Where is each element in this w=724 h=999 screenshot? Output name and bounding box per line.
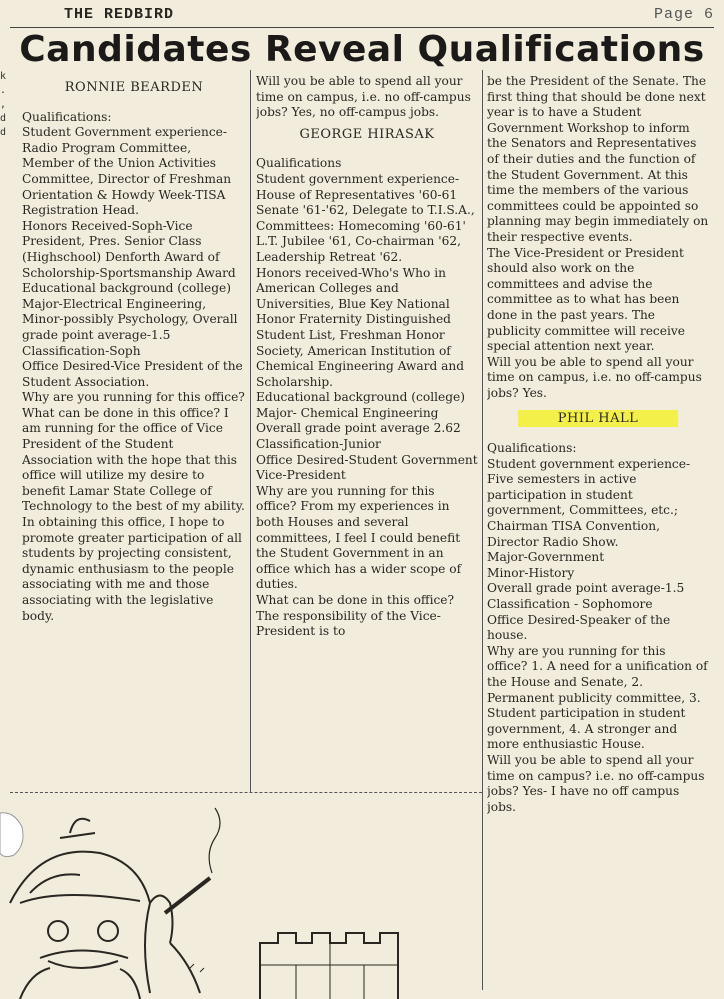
column-hirasak (256, 74, 478, 786)
masthead-rule (10, 27, 714, 28)
adjacent-page-text: k . , d d (0, 71, 7, 138)
headline: Candidates Reveal Qualifications (19, 29, 705, 70)
candidate-name: GEORGE HIRASAK (299, 126, 435, 142)
masthead-title: THE REDBIRD (64, 6, 175, 23)
page-number: Page 6 (653, 6, 714, 23)
continued-text: be the President of the Senate. The first thing that should be done next year is to have a Student Government Workshop to inform the Senators and Representatives of their duties and the function of the Student Government. At this time the members of the various committees could be appointed so planning may begin immediately on their respective events. The Vice-President or President should also work on the committees and advise the committee as to what has been done in the past years. The publicity committee will receive special attention next year. Will you be able to spend all your time on campus, i.e. no off-campus jobs? Yes. (487, 74, 709, 400)
candidate-name: RONNIE BEARDEN (64, 80, 204, 95)
continued-text: Will you be able to spend all your time on campus, i.e. no off-campus jobs? Yes, no off-campus jobs. (256, 74, 471, 120)
column-hall (487, 74, 709, 994)
column-bearden (22, 74, 246, 786)
candidate-text: Qualifications Student government experience- House of Representatives '60-61 Senate '61-'62, Delegate to T.I.S.A., Committees: Homecoming '60-61' L.T. Jubilee '61, Co-chairman '62, Leadership Retreat '62. Honors received-Who's Who in American Colleges and Universities, Blue Key National Honor Fraternity Distinguished Student List, Freshman Honor Society, American Institution of Chemical Engineering Award and Scholarship. Educational background (college) Major- Chemical Engineering Overall grade point average 2.62 Classification-Junior Office Desired-Student Government Vice-President Why are you running for this office? From my experiences in both Houses and several committees, I feel I could benefit the Student Government in an office which has a wider scope of duties. What can be done in this office? The responsibility of the Vice-President is to (256, 156, 478, 639)
masthead (64, 6, 714, 28)
adjacent-page-fragment (0, 70, 12, 140)
column-divider (250, 70, 251, 792)
candidate-name-highlight (487, 411, 709, 427)
candidate-text: Qualifications: Student government experience-Five semesters in active participation in student government, Committees, etc.; Chairman TISA Convention, Director Radio Show. Major-Government Minor-History Overall grade point average-1.5 Classification - Sophomore Office Desired-Speaker of the house. Why are you running for this office? 1. A need for a unification of the House and Senate, 2. Permanent publicity committee, 3. Student participation in student government, 4. A stronger and more enthusiastic House. Will you be able to spend all your time on campus? i.e. no off-campus jobs? Yes- I have no off campus jobs. (487, 441, 708, 814)
column-divider (482, 70, 483, 990)
candidate-text: Qualifications: Student Government experience-Radio Program Committee, Member of the Union Activities Committee, Director of Freshman Orientation & Howdy Week-TISA Registration Head. Honors Received-Soph-Vice President, Pres. Senior Class (Highschool) Denforth Award of Scholorship-Sportsmanship Award Educational background (college) Major-Electrical Engineering, Minor-possibly Psychology, Overall grade point average-1.5 Classification-Soph Office Desired-Vice President of the Student Association. Why are you running for this office? What can be done in this office? I am running for the office of Vice President of the Student Association with the hope that this office will utilize my desire to benefit Lamar State College of Technology to the best of my ability. In obtaining this office, I hope to promote greater participation of all students by projecting consistent, dynamic enthusiasm to the people associating with me and those associating with the legislative body. (22, 109, 245, 623)
candidate-name: PHIL HALL (518, 410, 678, 427)
cartoon-illustration (0, 793, 482, 999)
